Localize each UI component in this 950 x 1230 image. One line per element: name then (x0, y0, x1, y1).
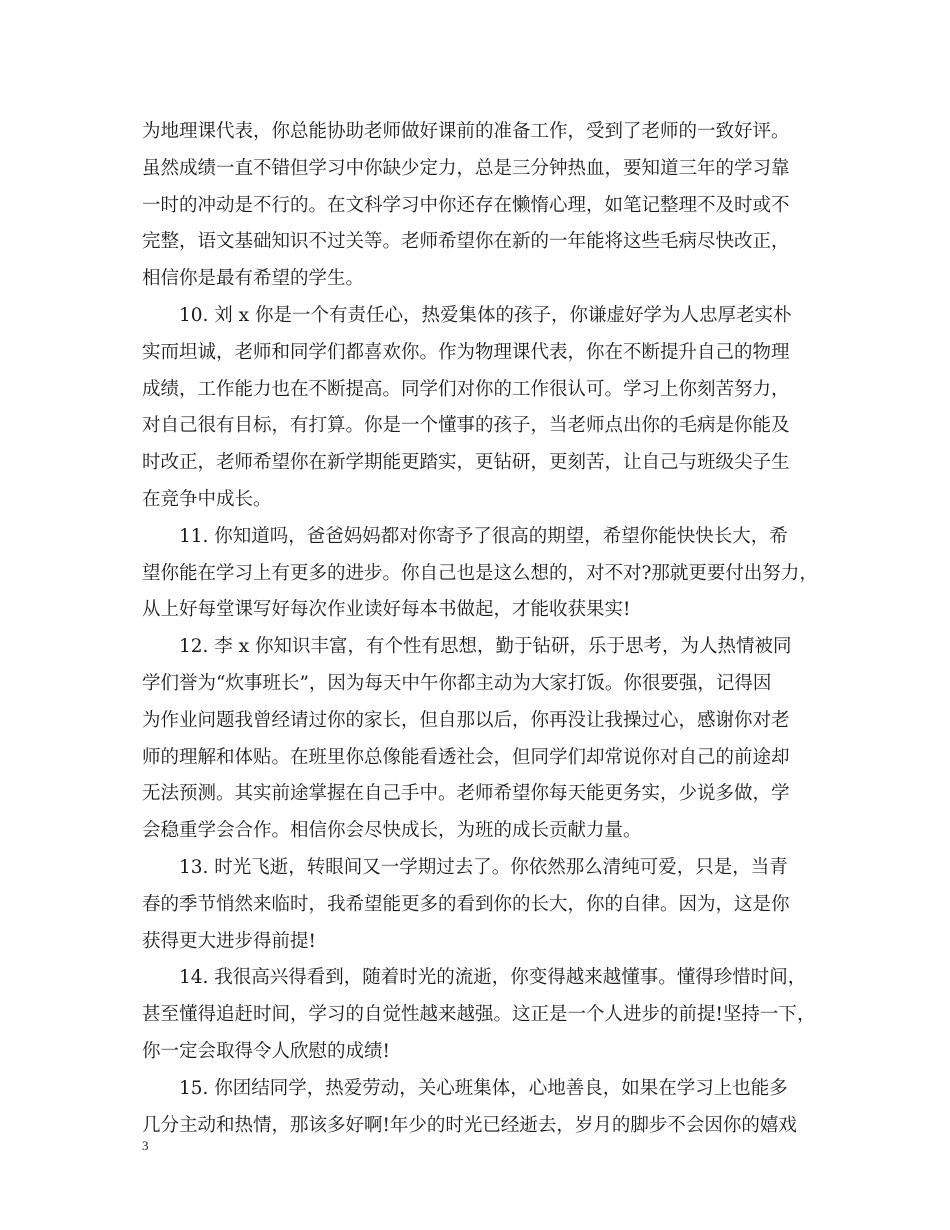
text-line: 几分主动和热情，那该多好啊!年少的时光已经逝去，岁月的脚步不会因你的嬉戏 (142, 1114, 797, 1136)
paragraph-item-10 (142, 298, 814, 519)
text-line: 为地理课代表，你总能协助老师做好课前的准备工作，受到了老师的一致好评。 (142, 121, 790, 142)
text-line: 14. 我很高兴得看到，随着时光的流逝，你变得越来越懂事。懂得珍惜时间， (179, 967, 807, 989)
paragraph-item-12 (142, 629, 814, 850)
text-line: 从上好每堂课写好每次作业读好每本书做起，才能收获果实! (142, 599, 631, 621)
text-line: 春的季节悄然来临时，我希望能更多的看到你的长大，你的自律。因为，这是你 (142, 893, 790, 915)
text-line: 虽然成绩一直不错但学习中你缺少定力，总是三分钟热血，要知道三年的学习靠 (142, 157, 790, 179)
text-line: 11. 你知道吗，爸爸妈妈都对你寄予了很高的期望，希望你能快快长大，希 (179, 525, 788, 547)
paragraph-item-11 (142, 519, 818, 629)
text-line: 为作业问题我曾经请过你的家长，但自那以后，你再没让我操过心，感谢你对老 (142, 709, 790, 731)
text-line: 师的理解和体贴。在班里你总像能看透社会，但同学们却常说你对自己的前途却 (142, 746, 790, 768)
paragraph-item-15 (142, 1071, 814, 1145)
text-line: 12. 李 x 你知识丰富，有个性有思想，勤于钻研，乐于思考，为人热情被同 (179, 636, 792, 658)
text-line: 获得更大进步得前提! (142, 930, 316, 952)
text-line: 15. 你团结同学，热爱劳动，关心班集体，心地善良，如果在学习上也能多 (179, 1077, 788, 1099)
text-line: 在竞争中成长。 (142, 488, 272, 510)
text-line: 完整，语文基础知识不过关等。老师希望你在新的一年能将这些毛病尽快改正， (142, 231, 790, 253)
paragraph-item-13 (142, 850, 814, 960)
text-line: 13. 时光飞逝，转眼间又一学期过去了。你依然那么清纯可爱，只是，当青 (179, 856, 788, 878)
text-line: 时改正，老师希望你在新学期能更踏实，更钻研，更刻苦，让自己与班级尖子生 (142, 452, 790, 474)
text-line: 学们誉为“炊事班长”，因为每天中午你都主动为大家打饭。你很要强，记得因 (142, 672, 772, 694)
text-line: 无法预测。其实前途掌握在自己手中。老师希望你每天能更务实，少说多做，学 (142, 783, 790, 805)
paragraph-continued (142, 114, 814, 298)
text-line: 你一定会取得令人欣慰的成绩! (142, 1040, 390, 1062)
text-line: 望你能在学习上有更多的进步。你自己也是这么想的，对不对?那就更要付出努力， (142, 562, 818, 584)
page-number: 3 (142, 1138, 149, 1153)
document-body (142, 114, 818, 1144)
paragraph-item-14 (142, 960, 814, 1070)
text-line: 相信你是最有希望的学生。 (142, 268, 365, 290)
text-line: 会稳重学会合作。相信你会尽快成长，为班的成长贡献力量。 (142, 820, 642, 842)
text-line: 甚至懂得追赶时间，学习的自觉性越来越强。这正是一个人进步的前提!坚持一下， (142, 1004, 816, 1026)
text-line: 对自己很有目标，有打算。你是一个懂事的孩子，当老师点出你的毛病是你能及 (142, 415, 790, 437)
text-line: 一时的冲动是不行的。在文科学习中你还存在懒惰心理，如笔记整理不及时或不 (142, 194, 790, 216)
text-line: 10. 刘 x 你是一个有责任心，热爱集体的孩子，你谦虚好学为人忠厚老实朴 (179, 304, 792, 326)
text-line: 成绩，工作能力也在不断提高。同学们对你的工作很认可。学习上你刻苦努力， (142, 378, 790, 400)
text-line: 实而坦诚，老师和同学们都喜欢你。作为物理课代表，你在不断提升自己的物理 (142, 341, 790, 363)
